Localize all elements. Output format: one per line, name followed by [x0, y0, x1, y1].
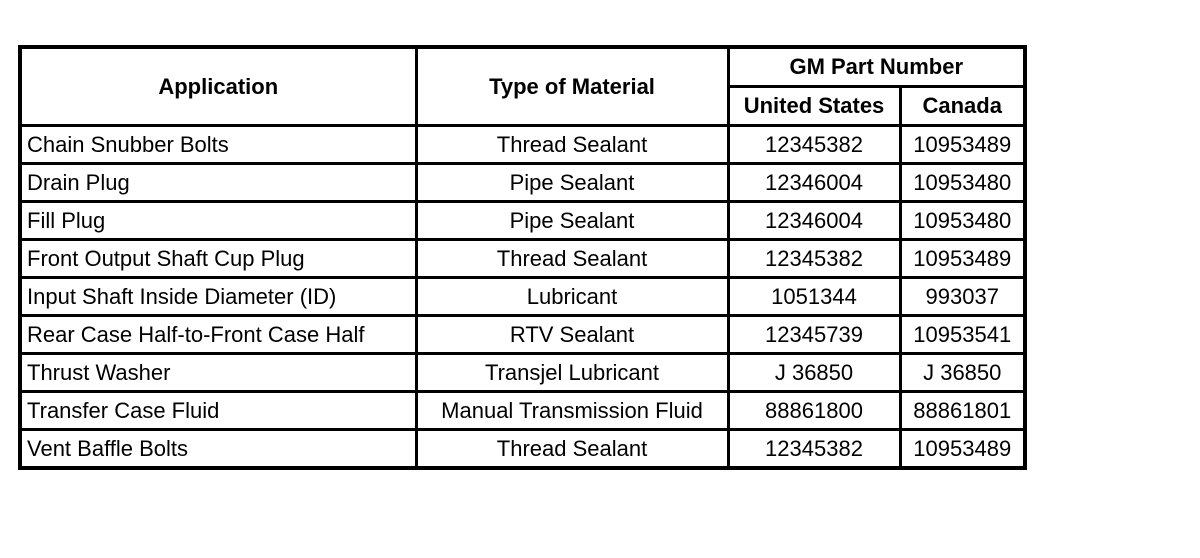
cell-application: Chain Snubber Bolts: [20, 126, 416, 164]
cell-material: Manual Transmission Fluid: [416, 392, 728, 430]
cell-material: Transjel Lubricant: [416, 354, 728, 392]
parts-table: [18, 45, 1027, 470]
cell-canada-part-number: 10953480: [900, 164, 1025, 202]
table-row: [20, 354, 1025, 392]
cell-canada-part-number: 88861801: [900, 392, 1025, 430]
cell-canada-part-number: J 36850: [900, 354, 1025, 392]
cell-material: Thread Sealant: [416, 126, 728, 164]
cell-application: Vent Baffle Bolts: [20, 430, 416, 469]
cell-application: Transfer Case Fluid: [20, 392, 416, 430]
cell-application: Rear Case Half-to-Front Case Half: [20, 316, 416, 354]
cell-canada-part-number: 10953480: [900, 202, 1025, 240]
header-row-top: [20, 47, 1025, 87]
cell-material: Pipe Sealant: [416, 164, 728, 202]
cell-us-part-number: J 36850: [728, 354, 900, 392]
cell-us-part-number: 1051344: [728, 278, 900, 316]
table-body: [20, 126, 1025, 469]
cell-application: Fill Plug: [20, 202, 416, 240]
header-gm-part-number: GM Part Number: [728, 47, 1025, 87]
cell-us-part-number: 12345739: [728, 316, 900, 354]
cell-canada-part-number: 10953489: [900, 126, 1025, 164]
table-header: [20, 47, 1025, 126]
cell-us-part-number: 12346004: [728, 202, 900, 240]
table-row: [20, 430, 1025, 469]
cell-application: Drain Plug: [20, 164, 416, 202]
cell-us-part-number: 12345382: [728, 430, 900, 469]
cell-material: RTV Sealant: [416, 316, 728, 354]
cell-application: Input Shaft Inside Diameter (ID): [20, 278, 416, 316]
cell-material: Pipe Sealant: [416, 202, 728, 240]
cell-material: Lubricant: [416, 278, 728, 316]
cell-material: Thread Sealant: [416, 430, 728, 469]
cell-us-part-number: 12346004: [728, 164, 900, 202]
table-row: [20, 392, 1025, 430]
cell-canada-part-number: 10953489: [900, 430, 1025, 469]
header-type-of-material: Type of Material: [416, 47, 728, 126]
cell-canada-part-number: 10953541: [900, 316, 1025, 354]
table-row: [20, 164, 1025, 202]
cell-us-part-number: 12345382: [728, 126, 900, 164]
table-row: [20, 202, 1025, 240]
table-row: [20, 126, 1025, 164]
cell-application: Front Output Shaft Cup Plug: [20, 240, 416, 278]
cell-us-part-number: 88861800: [728, 392, 900, 430]
cell-us-part-number: 12345382: [728, 240, 900, 278]
cell-material: Thread Sealant: [416, 240, 728, 278]
cell-application: Thrust Washer: [20, 354, 416, 392]
table-row: [20, 316, 1025, 354]
table-row: [20, 278, 1025, 316]
cell-canada-part-number: 993037: [900, 278, 1025, 316]
cell-canada-part-number: 10953489: [900, 240, 1025, 278]
table-row: [20, 240, 1025, 278]
header-united-states: United States: [728, 87, 900, 126]
header-canada: Canada: [900, 87, 1025, 126]
header-application: Application: [20, 47, 416, 126]
